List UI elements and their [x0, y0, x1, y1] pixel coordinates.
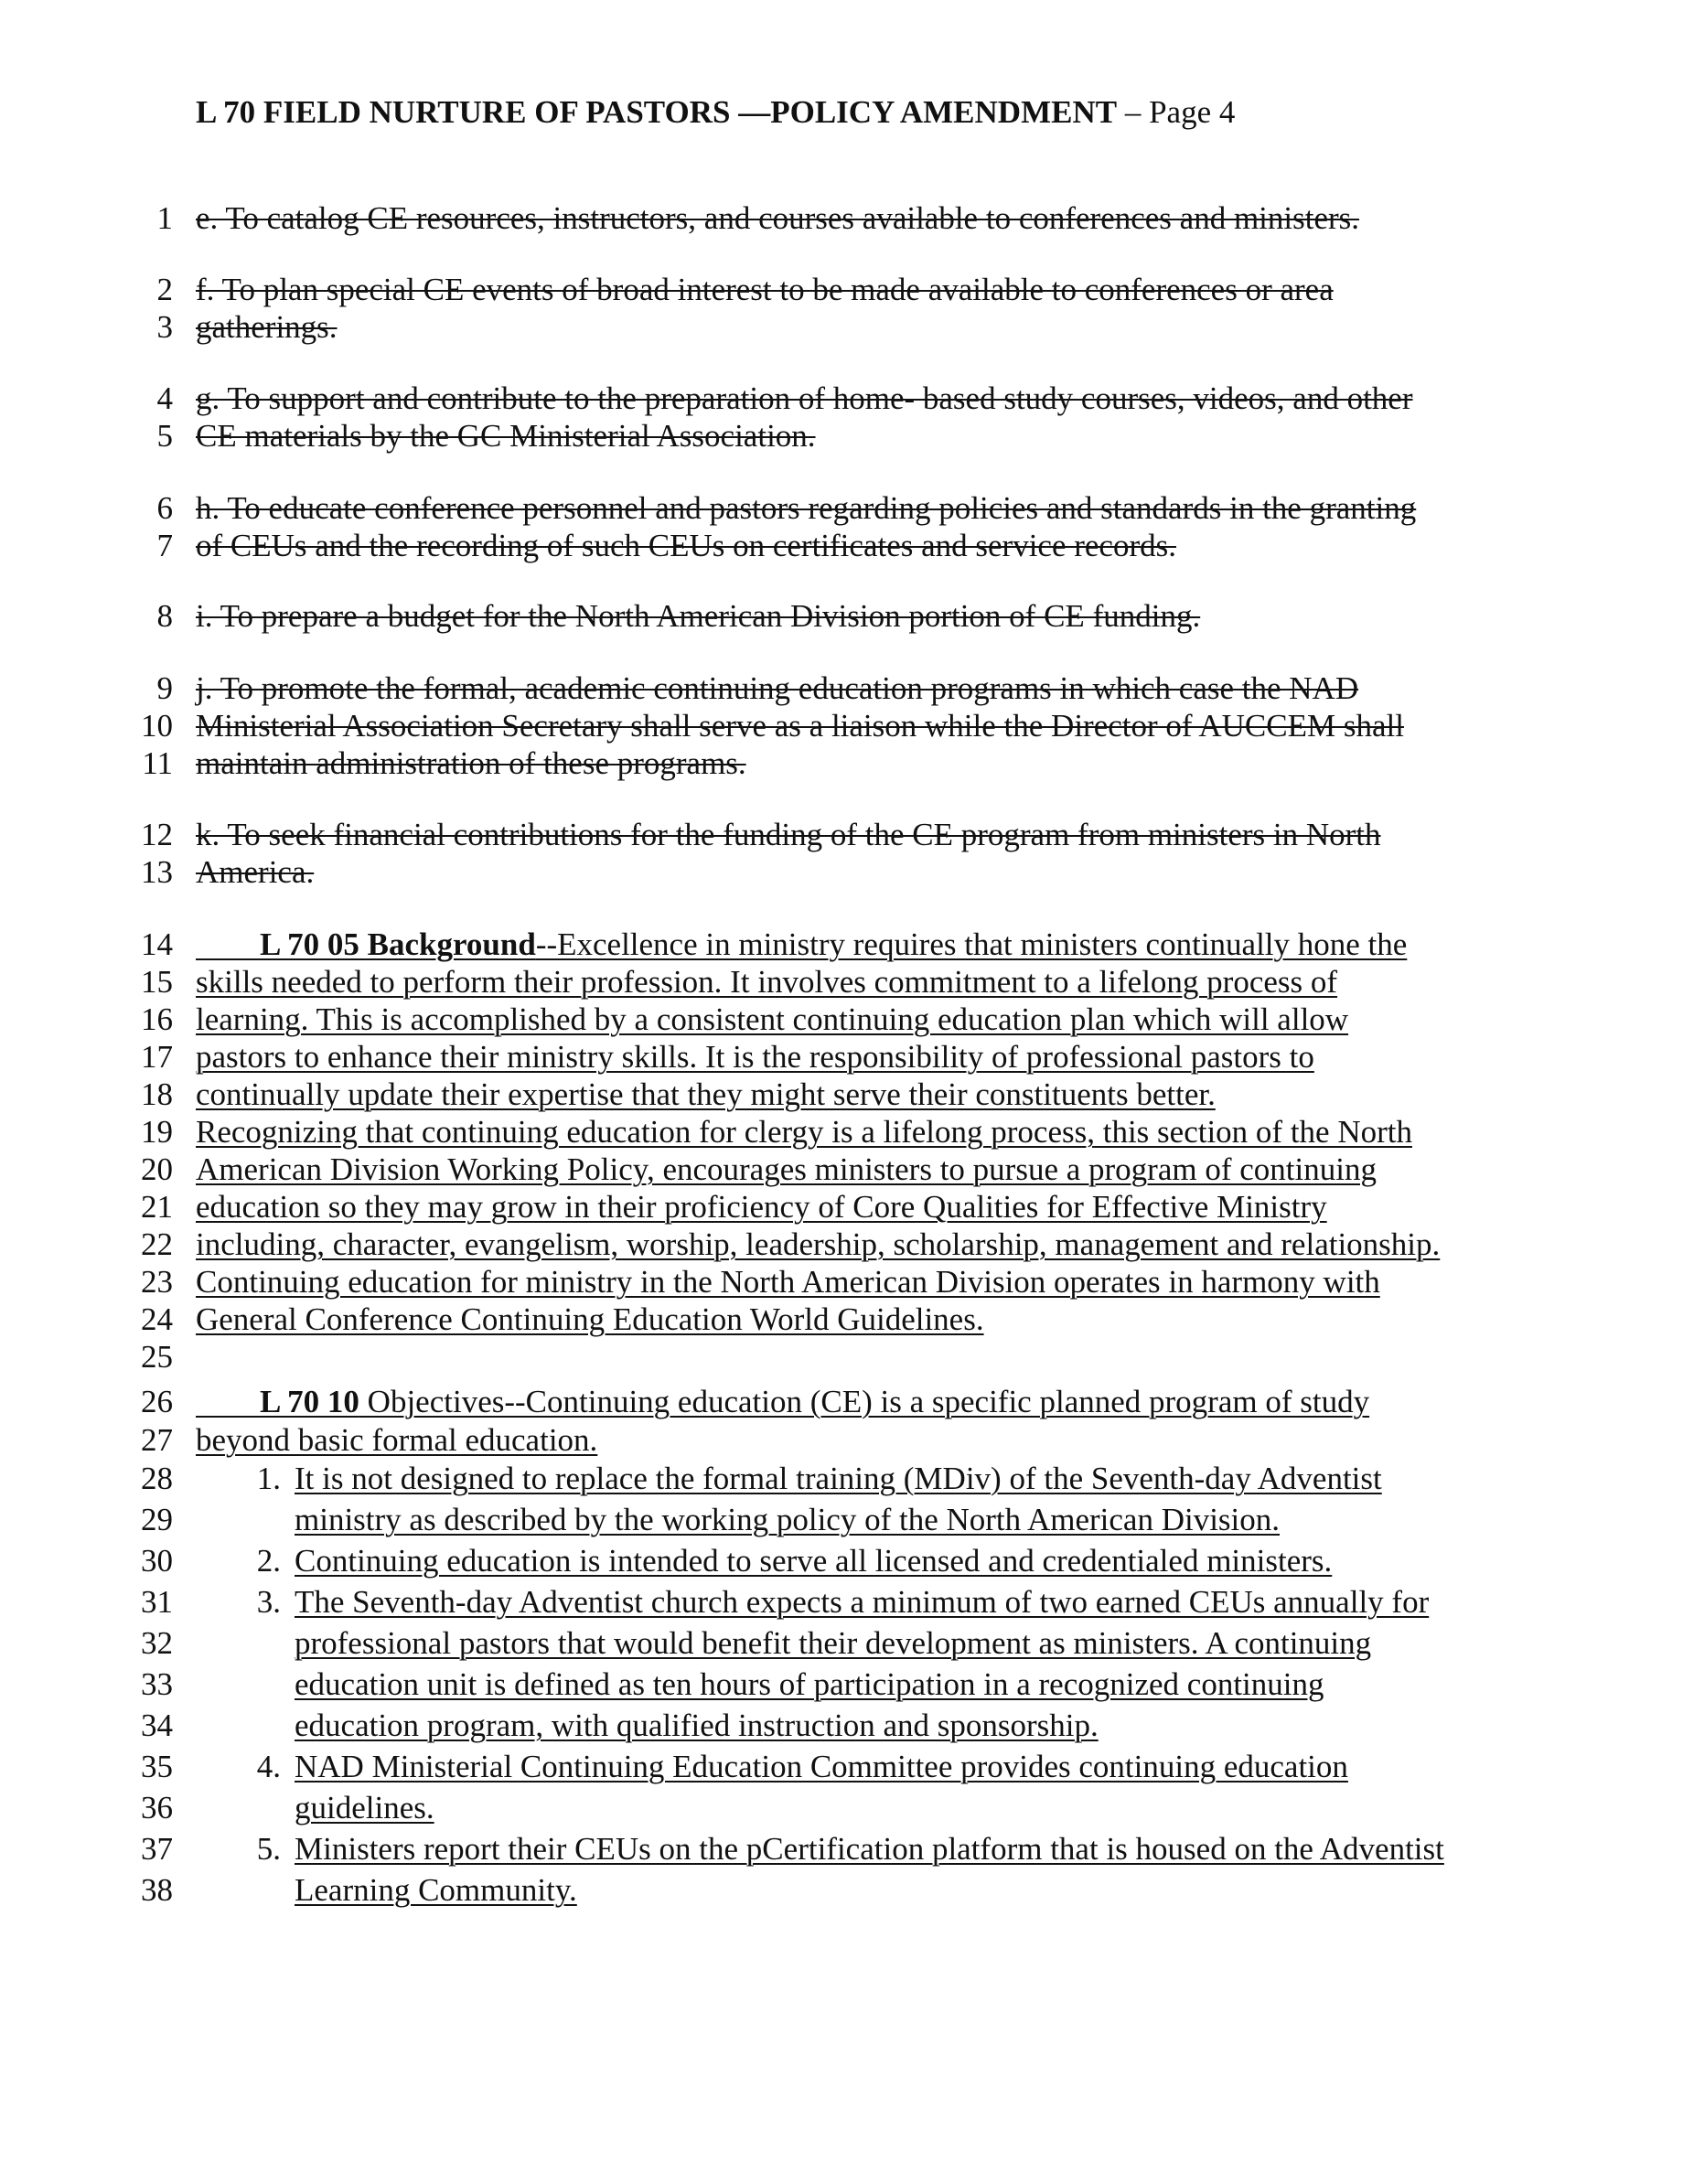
line-number: 29 — [141, 1502, 173, 1537]
deleted-text: g. To support and contribute to the preparation of home- based study courses, videos, and other — [196, 380, 1413, 416]
line-number: 18 — [141, 1076, 173, 1112]
list-item-cont — [0, 1707, 1683, 1745]
line-number: 27 — [141, 1422, 173, 1458]
inserted-text: American Division Working Policy, encourages ministers to pursue a program of continuing — [196, 1151, 1377, 1187]
page-title — [196, 94, 1235, 131]
line-number: 7 — [156, 528, 173, 563]
inserted-text: professional pastors that would benefit their development as ministers. A continuing — [295, 1625, 1372, 1661]
inserted-text: education unit is defined as ten hours of participation in a recognized continuing — [295, 1666, 1324, 1702]
deleted-text: h. To educate conference personnel and pastors regarding policies and standards in the granting — [196, 490, 1417, 526]
list-marker: 4. — [256, 1749, 281, 1784]
deleted-item-k-cont — [0, 853, 1683, 892]
background-line — [0, 1038, 1683, 1076]
title-separator: – — [1117, 94, 1150, 130]
deleted-text: k. To seek financial contributions for the funding of the CE program from ministers in North — [196, 817, 1381, 852]
inserted-text: education so they may grow in their proficiency of Core Qualities for Effective Ministry — [196, 1189, 1327, 1225]
deleted-text: maintain administration of these programs. — [196, 745, 746, 781]
background-line — [0, 1226, 1683, 1264]
background-line — [0, 1113, 1683, 1151]
list-item-cont — [0, 1665, 1683, 1704]
line-number: 9 — [156, 670, 173, 706]
inserted-text: Continuing education for ministry in the North American Division operates in harmony with — [196, 1264, 1380, 1300]
background-line — [0, 963, 1683, 1001]
line-number: 5 — [156, 418, 173, 454]
list-marker: 5. — [256, 1831, 281, 1867]
line-number: 38 — [141, 1872, 173, 1908]
inserted-text: It is not designed to replace the formal training (MDiv) of the Seventh-day Adventist — [295, 1461, 1382, 1496]
deleted-item-j-cont — [0, 744, 1683, 783]
objectives-first-line — [0, 1383, 1683, 1421]
deleted-text: gatherings. — [196, 309, 338, 345]
blank-line — [0, 1338, 1683, 1376]
background-heading: L 70 05 Background — [260, 926, 536, 962]
inserted-text: education program, with qualified instruction and sponsorship. — [295, 1708, 1099, 1743]
inserted-text — [196, 1383, 1369, 1421]
inserted-text: General Conference Continuing Education World Guidelines. — [196, 1301, 984, 1337]
line-number: 31 — [141, 1584, 173, 1620]
deleted-text: e. To catalog CE resources, instructors, and courses available to conferences and ministers. — [196, 200, 1360, 236]
inserted-text: Continuing education is intended to serve all licensed and credentialed ministers. — [295, 1543, 1333, 1579]
line-number: 1 — [156, 200, 173, 236]
line-number: 28 — [141, 1461, 173, 1496]
objectives-heading: L 70 10 — [260, 1384, 359, 1419]
inserted-text: skills needed to perform their profession. It involves commitment to a lifelong process of — [196, 964, 1338, 1000]
line-number: 25 — [141, 1339, 173, 1375]
deleted-item-g-cont — [0, 417, 1683, 455]
line-number: 6 — [156, 490, 173, 526]
line-number: 33 — [141, 1666, 173, 1702]
deleted-text: Ministerial Association Secretary shall serve as a liaison while the Director of AUCCEM shall — [196, 708, 1404, 744]
deleted-text: CE materials by the GC Ministerial Association. — [196, 418, 816, 454]
list-marker: 1. — [256, 1461, 281, 1496]
line-number: 13 — [141, 854, 173, 890]
line-number: 30 — [141, 1543, 173, 1579]
line-number: 3 — [156, 309, 173, 345]
inserted-text: pastors to enhance their ministry skills. It is the responsibility of professional pastors to — [196, 1039, 1314, 1075]
deleted-text: of CEUs and the recording of such CEUs on certificates and service records. — [196, 528, 1176, 563]
list-item-cont — [0, 1501, 1683, 1539]
list-item — [0, 1583, 1683, 1622]
line-number: 24 — [141, 1301, 173, 1337]
line-number: 26 — [141, 1384, 173, 1419]
list-marker: 3. — [256, 1584, 281, 1620]
line-number: 36 — [141, 1790, 173, 1825]
line-number: 4 — [156, 380, 173, 416]
deleted-text: America. — [196, 854, 315, 890]
deleted-item-k — [0, 816, 1683, 854]
deleted-item-j-cont — [0, 707, 1683, 745]
background-lead: --Excellence in ministry requires that ministers continually hone the — [535, 926, 1408, 962]
document-title: L 70 FIELD NURTURE OF PASTORS —POLICY AMENDMENT — [196, 94, 1118, 130]
line-number: 10 — [141, 708, 173, 744]
inserted-text: NAD Ministerial Continuing Education Committee provides continuing education — [295, 1749, 1348, 1784]
line-number: 11 — [142, 745, 173, 781]
list-item — [0, 1830, 1683, 1868]
line-number: 22 — [141, 1226, 173, 1262]
background-line — [0, 1301, 1683, 1339]
inserted-text: beyond basic formal education. — [196, 1422, 598, 1458]
inserted-text: ministry as described by the working policy of the North American Division. — [295, 1502, 1281, 1537]
line-number: 32 — [141, 1625, 173, 1661]
background-first-line — [0, 926, 1683, 964]
page-number: Page 4 — [1149, 94, 1236, 130]
inserted-text: learning. This is accomplished by a consistent continuing education plan which will allow — [196, 1001, 1349, 1037]
list-item — [0, 1460, 1683, 1498]
deleted-item-e — [0, 199, 1683, 238]
list-item-cont — [0, 1789, 1683, 1827]
line-number: 16 — [141, 1001, 173, 1037]
inserted-text: guidelines. — [295, 1790, 434, 1825]
deleted-text: i. To prepare a budget for the North American Division portion of CE funding. — [196, 598, 1201, 634]
line-number: 8 — [156, 598, 173, 634]
deleted-item-h — [0, 489, 1683, 528]
line-number: 12 — [141, 817, 173, 852]
deleted-item-i — [0, 597, 1683, 636]
line-number: 2 — [156, 272, 173, 307]
background-line — [0, 1001, 1683, 1039]
line-number: 17 — [141, 1039, 173, 1075]
inserted-text: Learning Community. — [295, 1872, 577, 1908]
line-number: 19 — [141, 1114, 173, 1150]
line-number: 37 — [141, 1831, 173, 1867]
inserted-text: continually update their expertise that they might serve their constituents better. — [196, 1076, 1216, 1112]
deleted-item-j — [0, 669, 1683, 708]
inserted-text: Ministers report their CEUs on the pCertification platform that is housed on the Adventist — [295, 1831, 1444, 1867]
list-item-cont — [0, 1871, 1683, 1910]
line-number: 35 — [141, 1749, 173, 1784]
objectives-lead: Objectives--Continuing education (CE) is a specific planned program of study — [359, 1384, 1370, 1419]
background-line — [0, 1188, 1683, 1226]
line-number: 15 — [141, 964, 173, 1000]
background-line — [0, 1263, 1683, 1301]
line-number: 20 — [141, 1151, 173, 1187]
inserted-text: Recognizing that continuing education for clergy is a lifelong process, this section of the North — [196, 1114, 1412, 1150]
list-item — [0, 1542, 1683, 1580]
line-number: 23 — [141, 1264, 173, 1300]
objectives-line — [0, 1421, 1683, 1460]
list-item-cont — [0, 1624, 1683, 1663]
background-line — [0, 1076, 1683, 1114]
deleted-item-f-cont — [0, 308, 1683, 347]
inserted-text: The Seventh-day Adventist church expects a minimum of two earned CEUs annually for — [295, 1584, 1430, 1620]
deleted-item-f — [0, 271, 1683, 309]
background-line — [0, 1151, 1683, 1189]
line-number: 14 — [141, 926, 173, 962]
inserted-text — [196, 926, 1407, 964]
line-number: 34 — [141, 1708, 173, 1743]
list-marker: 2. — [256, 1543, 281, 1579]
deleted-text: j. To promote the formal, academic continuing education programs in which case the NAD — [196, 670, 1359, 706]
deleted-text: f. To plan special CE events of broad interest to be made available to conferences or area — [196, 272, 1334, 307]
deleted-item-h-cont — [0, 527, 1683, 565]
line-number: 21 — [141, 1189, 173, 1225]
list-item — [0, 1748, 1683, 1786]
inserted-text: including, character, evangelism, worship, leadership, scholarship, management and relationship. — [196, 1226, 1441, 1262]
deleted-item-g — [0, 380, 1683, 418]
